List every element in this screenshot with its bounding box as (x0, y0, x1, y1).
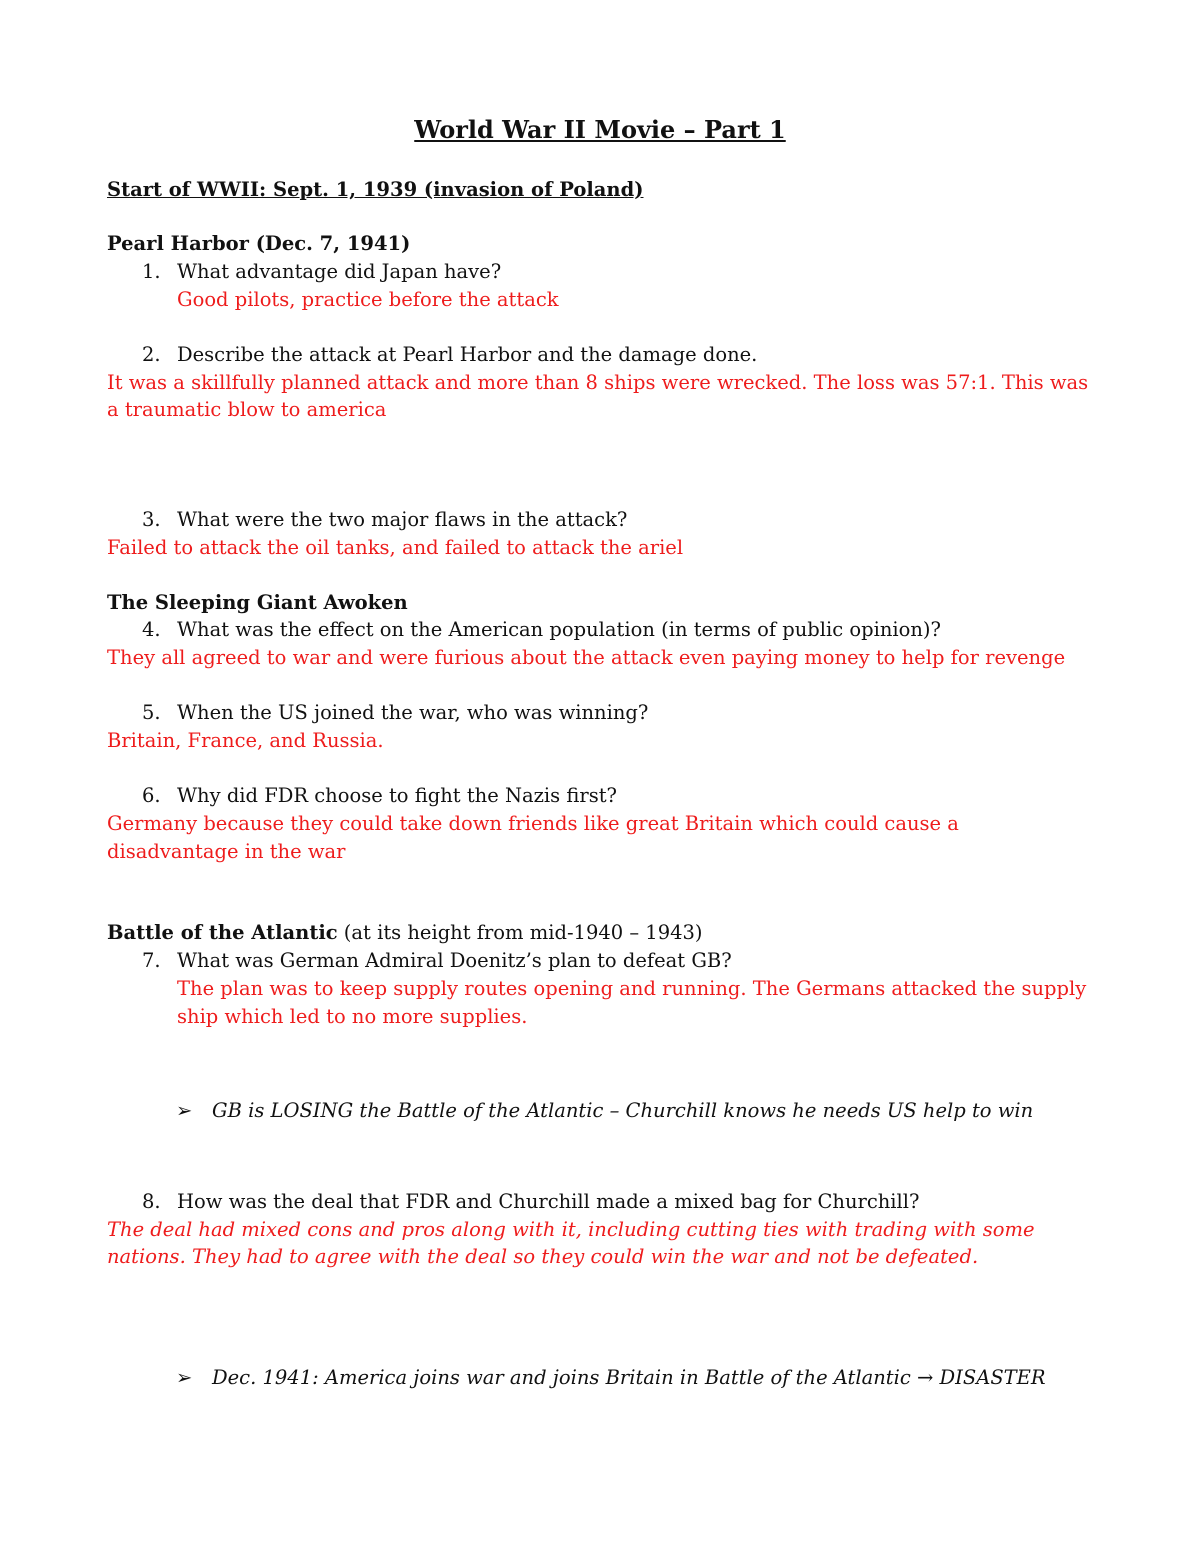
answer-2-line-2: a traumatic blow to america (107, 398, 387, 421)
question-5-text: When the US joined the war, who was winning? (177, 701, 649, 724)
page-title: World War II Movie – Part 1 (414, 115, 786, 144)
section-heading-atlantic-row (107, 919, 703, 947)
question-3-number: 3. (142, 508, 161, 531)
question-1-number: 1. (142, 260, 161, 283)
question-2-text: Describe the attack at Pearl Harbor and the damage done. (177, 343, 758, 366)
answer-3-line-1: Failed to attack the oil tanks, and failed to attack the ariel (107, 536, 684, 559)
question-3-text: What were the two major flaws in the attack? (177, 508, 628, 531)
question-6-text: Why did FDR choose to fight the Nazis first? (177, 784, 617, 807)
section-heading-atlantic: Battle of the Atlantic (107, 921, 338, 944)
answer-8-line-2: nations. They had to agree with the deal so they could win the war and not be defeated. (107, 1245, 979, 1268)
question-7-text: What was German Admiral Doenitz’s plan to defeat GB? (177, 949, 732, 972)
question-6-number: 6. (142, 784, 161, 807)
arrow-bullet-icon: ➢ (176, 1366, 193, 1389)
question-8-text: How was the deal that FDR and Churchill made a mixed bag for Churchill? (177, 1190, 920, 1213)
note-2 (176, 1364, 1046, 1392)
answer-4-line-1: They all agreed to war and were furious about the attack even paying money to help for revenge (107, 646, 1066, 669)
answer-5-line-1: Britain, France, and Russia. (107, 729, 384, 752)
answer-2-line-1: It was a skillfully planned attack and more than 8 ships were wrecked. The loss was 57:1. This was (107, 371, 1089, 394)
question-8-number: 8. (142, 1190, 161, 1213)
section-heading-pearl-harbor: Pearl Harbor (Dec. 7, 1941) (107, 232, 411, 255)
question-2-number: 2. (142, 343, 161, 366)
section-subheading-atlantic: (at its height from mid-1940 – 1943) (337, 921, 703, 944)
start-heading: Start of WWII: Sept. 1, 1939 (invasion of Poland) (107, 178, 644, 201)
question-1-text: What advantage did Japan have? (177, 260, 502, 283)
question-4-text: What was the effect on the American population (in terms of public opinion)? (177, 618, 941, 641)
answer-7-line-2: ship which led to no more supplies. (177, 1005, 528, 1028)
answer-7-line-1: The plan was to keep supply routes opening and running. The Germans attacked the supply (177, 977, 1087, 1000)
answer-1-line-1: Good pilots, practice before the attack (177, 288, 559, 311)
note-1 (176, 1097, 1033, 1125)
note-2-text: Dec. 1941: America joins war and joins Britain in Battle of the Atlantic → DISASTER (212, 1366, 1046, 1389)
question-7-number: 7. (142, 949, 161, 972)
note-1-text: GB is LOSING the Battle of the Atlantic – Churchill knows he needs US help to win (212, 1099, 1034, 1122)
answer-8-line-1: The deal had mixed cons and pros along with it, including cutting ties with trading with some (107, 1218, 1035, 1241)
answer-6-line-2: disadvantage in the war (107, 840, 346, 863)
question-4-number: 4. (142, 618, 161, 641)
answer-6-line-1: Germany because they could take down friends like great Britain which could cause a (107, 812, 959, 835)
question-5-number: 5. (142, 701, 161, 724)
arrow-bullet-icon: ➢ (176, 1099, 193, 1122)
section-heading-sleeping-giant: The Sleeping Giant Awoken (107, 591, 408, 614)
